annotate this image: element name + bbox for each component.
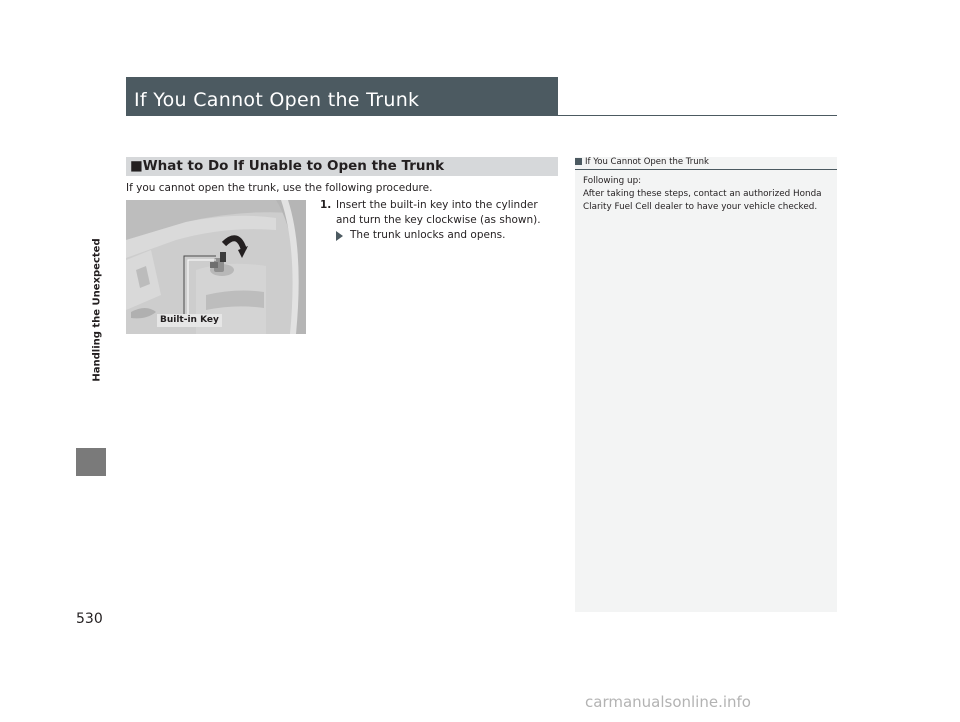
page-title: If You Cannot Open the Trunk [134, 89, 420, 111]
section-heading [130, 158, 444, 174]
side-note-panel [575, 157, 837, 612]
page-number: 530 [76, 611, 103, 627]
side-note-title-text: If You Cannot Open the Trunk [585, 157, 709, 167]
side-note-text [583, 175, 828, 214]
note-marker-icon [575, 158, 582, 165]
step-text: Insert the built-in key into the cylinder and turn the key clockwise (as shown). [336, 199, 541, 226]
side-note-title [575, 157, 837, 170]
side-note-body: After taking these steps, contact an authorized Honda Clarity Fuel Cell dealer to have your vehicle checked. [583, 189, 822, 212]
section-title: What to Do If Unable to Open the Trunk [142, 158, 445, 174]
built-in-key-label: Built-in Key [157, 314, 222, 327]
result-arrow-icon [336, 231, 343, 241]
section-marker-icon: ■ [130, 158, 143, 174]
step-number: 1. [320, 199, 332, 211]
step-item [320, 198, 556, 228]
chapter-tab [76, 448, 106, 476]
step-result-text: The trunk unlocks and opens. [350, 229, 506, 241]
title-rule [126, 115, 837, 116]
procedure-steps [320, 198, 556, 243]
side-note-heading: Following up: [583, 176, 642, 186]
step-result [320, 228, 556, 243]
intro-text: If you cannot open the trunk, use the following procedure. [126, 182, 433, 194]
watermark: carmanualsonline.info [585, 693, 751, 711]
chapter-label: Handling the Unexpected [91, 238, 103, 382]
